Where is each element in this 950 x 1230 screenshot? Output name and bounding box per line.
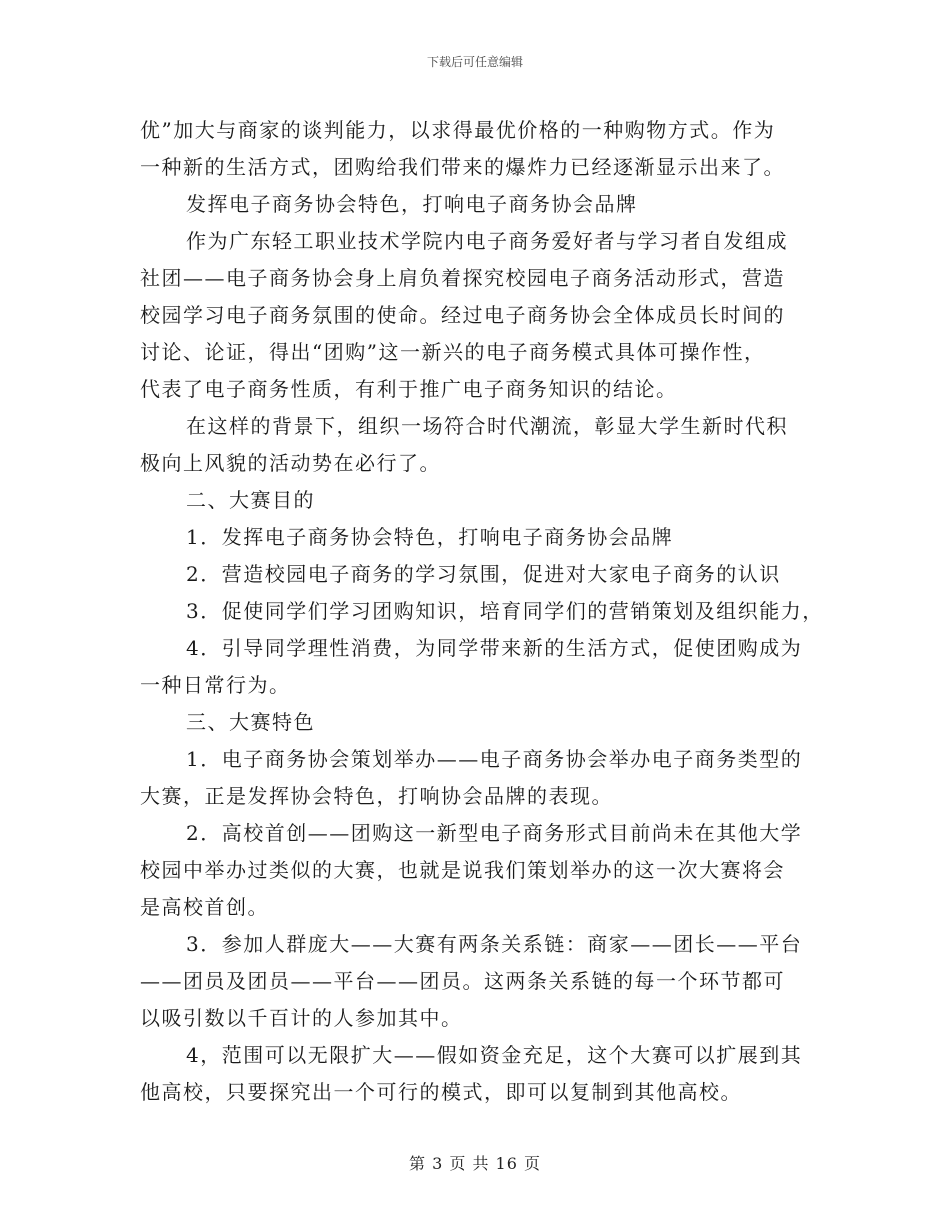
- paragraph-line: 优”加大与商家的谈判能力，以求得最优价格的一种购物方式。作为: [140, 118, 776, 142]
- paragraph-line: 发挥电子商务协会特色，打响电子商务协会品牌: [186, 192, 638, 216]
- list-item: 1．发挥电子商务协会特色，打响电子商务协会品牌: [186, 525, 674, 549]
- list-item: 2．高校首创——团购这一新型电子商务形式目前尚未在其他大学: [186, 821, 803, 845]
- paragraph-line: 社团——电子商务协会身上肩负着探究校园电子商务活动形式，营造: [140, 266, 785, 290]
- body-text: [140, 112, 824, 1111]
- paragraph-line: 校园中举办过类似的大赛，也就是说我们策划举办的这一次大赛将会: [140, 858, 785, 882]
- list-item: 3．参加人群庞大——大赛有两条关系链：商家——团长——平台: [186, 932, 803, 956]
- paragraph-line: 讨论、论证，得出“团购”这一新兴的电子商务模式具体可操作性，: [140, 340, 766, 364]
- list-item: 1．电子商务协会策划举办——电子商务协会举办电子商务类型的: [186, 747, 803, 771]
- list-item: 3．促使同学们学习团购知识，培育同学们的营销策划及组织能力，: [186, 599, 824, 623]
- list-item: 2．营造校园电子商务的学习氛围，促进对大家电子商务的认识: [186, 562, 781, 586]
- paragraph-line: 以吸引数以千百计的人参加其中。: [140, 1006, 463, 1030]
- section-heading: 二、大赛目的: [186, 488, 315, 512]
- section-heading: 三、大赛特色: [186, 710, 315, 734]
- paragraph-line: 一种日常行为。: [140, 673, 291, 697]
- paragraph-line: 作为广东轻工职业技术学院内电子商务爱好者与学习者自发组成: [186, 229, 788, 253]
- list-item: 4．引导同学理性消费，为同学带来新的生活方式，促使团购成为: [186, 636, 803, 660]
- paragraph-line: 大赛，正是发挥协会特色，打响协会品牌的表现。: [140, 784, 613, 808]
- paragraph-line: 在这样的背景下，组织一场符合时代潮流，彰显大学生新时代积: [186, 414, 788, 438]
- paragraph-line: 校园学习电子商务氛围的使命。经过电子商务协会全体成员长时间的: [140, 303, 785, 327]
- paragraph-line: 他高校，只要探究出一个可行的模式，即可以复制到其他高校。: [140, 1080, 742, 1104]
- paragraph-line: ——团员及团员——平台——团员。这两条关系链的每一个环节都可: [140, 969, 785, 993]
- paragraph-line: 一种新的生活方式，团购给我们带来的爆炸力已经逐渐显示出来了。: [140, 155, 785, 179]
- paragraph-line: 代表了电子商务性质，有利于推广电子商务知识的结论。: [140, 377, 678, 401]
- list-item: 4，范围可以无限扩大——假如资金充足，这个大赛可以扩展到其: [186, 1043, 803, 1067]
- paragraph-line: 极向上风貌的活动势在必行了。: [140, 451, 441, 475]
- page-number-footer: 第 3 页 共 16 页: [409, 1154, 541, 1173]
- paragraph-line: 是高校首创。: [140, 895, 269, 919]
- header-note: 下载后可任意编辑: [426, 55, 523, 69]
